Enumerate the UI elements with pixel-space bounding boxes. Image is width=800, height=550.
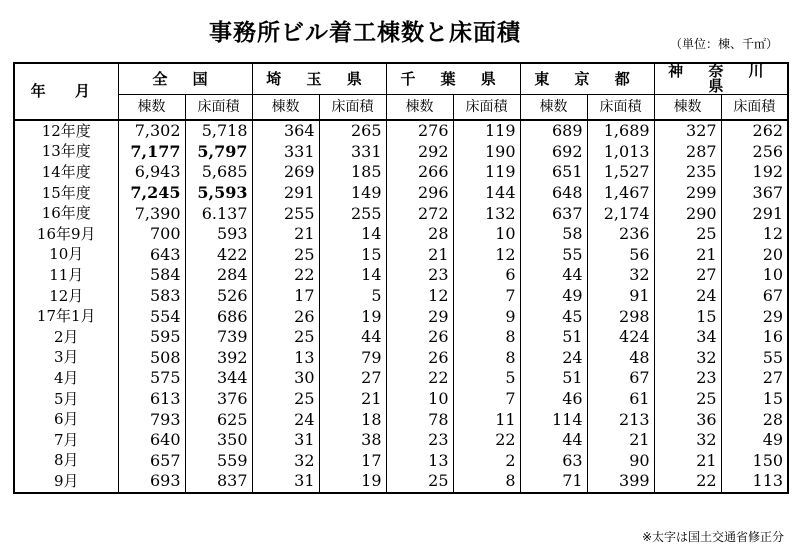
table-cell: 25	[252, 327, 319, 348]
table-cell: 29	[721, 306, 788, 327]
row-label: 12月	[14, 286, 118, 307]
table-cell: 26	[386, 348, 453, 369]
table-cell: 287	[654, 142, 721, 163]
table-cell: 5,593	[185, 183, 252, 204]
table-cell: 28	[721, 409, 788, 430]
table-cell: 648	[520, 183, 587, 204]
table-cell: 25	[386, 471, 453, 493]
table-cell: 17	[319, 451, 386, 472]
table-cell: 7	[453, 286, 520, 307]
table-cell: 2,174	[587, 203, 654, 224]
table-row	[14, 162, 788, 183]
table-cell: 686	[185, 306, 252, 327]
table-cell: 640	[118, 430, 185, 451]
table-cell: 48	[587, 348, 654, 369]
table-cell: 21	[654, 245, 721, 266]
table-cell: 18	[319, 409, 386, 430]
table-cell: 31	[252, 471, 319, 493]
table-cell: 657	[118, 451, 185, 472]
table-cell: 79	[319, 348, 386, 369]
table-cell: 284	[185, 265, 252, 286]
table-cell: 32	[252, 451, 319, 472]
table-cell: 266	[386, 162, 453, 183]
table-cell: 14	[319, 224, 386, 245]
row-label: 13年度	[14, 142, 118, 163]
table-cell: 651	[520, 162, 587, 183]
table-row	[14, 265, 788, 286]
table-cell: 21	[319, 389, 386, 410]
table-cell: 25	[654, 224, 721, 245]
table-cell: 5,718	[185, 120, 252, 142]
table-cell: 5,685	[185, 162, 252, 183]
table-row	[14, 203, 788, 224]
table-cell: 344	[185, 368, 252, 389]
table-cell: 119	[453, 162, 520, 183]
table-cell: 46	[520, 389, 587, 410]
year-month-header: 年 月	[14, 63, 118, 120]
table-cell: 55	[721, 348, 788, 369]
table-cell: 150	[721, 451, 788, 472]
table-cell: 526	[185, 286, 252, 307]
table-cell: 27	[319, 368, 386, 389]
table-cell: 49	[721, 430, 788, 451]
table-row	[14, 120, 788, 142]
table-cell: 424	[587, 327, 654, 348]
table-cell: 299	[654, 183, 721, 204]
table-cell: 643	[118, 245, 185, 266]
table-cell: 15	[319, 245, 386, 266]
table-cell: 8	[453, 471, 520, 493]
table-cell: 14	[319, 265, 386, 286]
table-row	[14, 389, 788, 410]
table-cell: 613	[118, 389, 185, 410]
table-cell: 45	[520, 306, 587, 327]
table-row	[14, 327, 788, 348]
table-cell: 16	[721, 327, 788, 348]
table-cell: 291	[721, 203, 788, 224]
table-cell: 291	[252, 183, 319, 204]
table-cell: 422	[185, 245, 252, 266]
count-header: 棟数	[386, 95, 453, 121]
table-cell: 190	[453, 142, 520, 163]
table-cell: 236	[587, 224, 654, 245]
page-title: 事務所ビル着工棟数と床面積	[209, 20, 521, 46]
row-label: 5月	[14, 389, 118, 410]
table-cell: 256	[721, 142, 788, 163]
row-label: 7月	[14, 430, 118, 451]
table-cell: 114	[520, 409, 587, 430]
table-cell: 739	[185, 327, 252, 348]
table-cell: 13	[252, 348, 319, 369]
table-cell: 399	[587, 471, 654, 493]
row-label: 16年度	[14, 203, 118, 224]
table-cell: 21	[587, 430, 654, 451]
table-cell: 593	[185, 224, 252, 245]
table-cell: 49	[520, 286, 587, 307]
table-cell: 689	[520, 120, 587, 142]
table-cell: 32	[654, 348, 721, 369]
row-label: 4月	[14, 368, 118, 389]
table-cell: 12	[453, 245, 520, 266]
count-header: 棟数	[520, 95, 587, 121]
table-cell: 262	[721, 120, 788, 142]
table-cell: 367	[721, 183, 788, 204]
table-cell: 10	[721, 265, 788, 286]
table-cell: 44	[520, 430, 587, 451]
table-cell: 625	[185, 409, 252, 430]
table-cell: 692	[520, 142, 587, 163]
table-cell: 213	[587, 409, 654, 430]
count-header: 棟数	[654, 95, 721, 121]
row-label: 8月	[14, 451, 118, 472]
table-cell: 13	[386, 451, 453, 472]
table-cell: 15	[721, 389, 788, 410]
table-cell: 38	[319, 430, 386, 451]
table-cell: 6	[453, 265, 520, 286]
table-cell: 91	[587, 286, 654, 307]
table-cell: 24	[520, 348, 587, 369]
table-cell: 67	[587, 368, 654, 389]
table-cell: 276	[386, 120, 453, 142]
table-cell: 559	[185, 451, 252, 472]
table-cell: 24	[654, 286, 721, 307]
table-cell: 7,177	[118, 142, 185, 163]
table-cell: 5	[453, 368, 520, 389]
area-header: 床面積	[587, 95, 654, 121]
row-label: 9月	[14, 471, 118, 493]
table-cell: 1,013	[587, 142, 654, 163]
table-cell: 24	[252, 409, 319, 430]
table-cell: 44	[319, 327, 386, 348]
table-cell: 1,467	[587, 183, 654, 204]
table-cell: 364	[252, 120, 319, 142]
table-cell: 376	[185, 389, 252, 410]
table-cell: 9	[453, 306, 520, 327]
table-cell: 17	[252, 286, 319, 307]
table-row	[14, 306, 788, 327]
table-cell: 185	[319, 162, 386, 183]
table-cell: 265	[319, 120, 386, 142]
table-cell: 21	[654, 451, 721, 472]
table-row	[14, 183, 788, 204]
table-cell: 554	[118, 306, 185, 327]
construction-table	[13, 62, 789, 494]
table-cell: 36	[654, 409, 721, 430]
table-cell: 8	[453, 327, 520, 348]
table-cell: 32	[587, 265, 654, 286]
table-row	[14, 142, 788, 163]
table-cell: 26	[252, 306, 319, 327]
table-cell: 6.137	[185, 203, 252, 224]
table-cell: 22	[453, 430, 520, 451]
table-cell: 15	[654, 306, 721, 327]
table-cell: 51	[520, 327, 587, 348]
table-cell: 290	[654, 203, 721, 224]
table-cell: 31	[252, 430, 319, 451]
table-cell: 269	[252, 162, 319, 183]
table-cell: 25	[654, 389, 721, 410]
table-cell: 78	[386, 409, 453, 430]
table-cell: 27	[721, 368, 788, 389]
table-cell: 11	[453, 409, 520, 430]
table-cell: 29	[386, 306, 453, 327]
table-cell: 44	[520, 265, 587, 286]
count-header: 棟数	[118, 95, 185, 121]
table-cell: 23	[654, 368, 721, 389]
table-cell: 6,943	[118, 162, 185, 183]
table-cell: 30	[252, 368, 319, 389]
unit-label: （単位：棟、千㎡）	[669, 37, 778, 51]
table-cell: 22	[654, 471, 721, 493]
row-label: 2月	[14, 327, 118, 348]
table-row	[14, 471, 788, 493]
table-cell: 7,390	[118, 203, 185, 224]
table-row	[14, 430, 788, 451]
table-cell: 595	[118, 327, 185, 348]
row-label: 15年度	[14, 183, 118, 204]
row-label: 14年度	[14, 162, 118, 183]
table-cell: 837	[185, 471, 252, 493]
table-cell: 1,527	[587, 162, 654, 183]
table-row	[14, 245, 788, 266]
table-cell: 58	[520, 224, 587, 245]
area-header: 床面積	[721, 95, 788, 121]
area-header: 床面積	[185, 95, 252, 121]
table-cell: 26	[386, 327, 453, 348]
table-row	[14, 368, 788, 389]
table-cell: 12	[721, 224, 788, 245]
table-cell: 23	[386, 430, 453, 451]
table-cell: 298	[587, 306, 654, 327]
table-cell: 7,302	[118, 120, 185, 142]
table-cell: 1,689	[587, 120, 654, 142]
table-cell: 5	[319, 286, 386, 307]
table-cell: 28	[386, 224, 453, 245]
table-cell: 700	[118, 224, 185, 245]
table-cell: 255	[319, 203, 386, 224]
table-cell: 22	[252, 265, 319, 286]
table-cell: 2	[453, 451, 520, 472]
region-header-national: 全 国	[118, 63, 252, 95]
table-cell: 144	[453, 183, 520, 204]
table-cell: 7	[453, 389, 520, 410]
table-cell: 21	[386, 245, 453, 266]
table-cell: 272	[386, 203, 453, 224]
table-cell: 508	[118, 348, 185, 369]
table-cell: 55	[520, 245, 587, 266]
region-header-tokyo: 東 京 都	[520, 63, 654, 95]
table-cell: 296	[386, 183, 453, 204]
table-cell: 25	[252, 245, 319, 266]
table-cell: 27	[654, 265, 721, 286]
table-cell: 10	[386, 389, 453, 410]
table-cell: 56	[587, 245, 654, 266]
table-cell: 255	[252, 203, 319, 224]
table-cell: 20	[721, 245, 788, 266]
table-cell: 583	[118, 286, 185, 307]
table-cell: 350	[185, 430, 252, 451]
area-header: 床面積	[453, 95, 520, 121]
row-label: 11月	[14, 265, 118, 286]
table-cell: 5,797	[185, 142, 252, 163]
table-cell: 51	[520, 368, 587, 389]
table-cell: 67	[721, 286, 788, 307]
region-header-saitama: 埼 玉 県	[252, 63, 386, 95]
table-cell: 22	[386, 368, 453, 389]
table-cell: 331	[319, 142, 386, 163]
table-cell: 10	[453, 224, 520, 245]
table-cell: 90	[587, 451, 654, 472]
table-cell: 32	[654, 430, 721, 451]
table-row	[14, 409, 788, 430]
row-label: 10月	[14, 245, 118, 266]
table-cell: 235	[654, 162, 721, 183]
area-header: 床面積	[319, 95, 386, 121]
table-cell: 793	[118, 409, 185, 430]
table-cell: 19	[319, 471, 386, 493]
table-cell: 61	[587, 389, 654, 410]
table-row	[14, 348, 788, 369]
region-header-chiba: 千 葉 県	[386, 63, 520, 95]
table-cell: 637	[520, 203, 587, 224]
table-cell: 25	[252, 389, 319, 410]
table-cell: 8	[453, 348, 520, 369]
table-cell: 7,245	[118, 183, 185, 204]
table-cell: 71	[520, 471, 587, 493]
table-cell: 119	[453, 120, 520, 142]
table-cell: 192	[721, 162, 788, 183]
count-header: 棟数	[252, 95, 319, 121]
table-cell: 331	[252, 142, 319, 163]
table-cell: 19	[319, 306, 386, 327]
region-header-kanagawa: 神 奈 川 県	[654, 63, 788, 95]
row-label: 3月	[14, 348, 118, 369]
row-label: 6月	[14, 409, 118, 430]
table-cell: 113	[721, 471, 788, 493]
table-cell: 292	[386, 142, 453, 163]
table-row	[14, 286, 788, 307]
table-cell: 149	[319, 183, 386, 204]
row-label: 12年度	[14, 120, 118, 142]
table-cell: 12	[386, 286, 453, 307]
row-label: 16年9月	[14, 224, 118, 245]
table-cell: 34	[654, 327, 721, 348]
table-cell: 132	[453, 203, 520, 224]
table-row	[14, 451, 788, 472]
table-cell: 327	[654, 120, 721, 142]
row-label: 17年1月	[14, 306, 118, 327]
table-row	[14, 224, 788, 245]
table-cell: 23	[386, 265, 453, 286]
table-cell: 392	[185, 348, 252, 369]
table-cell: 21	[252, 224, 319, 245]
table-cell: 693	[118, 471, 185, 493]
table-cell: 63	[520, 451, 587, 472]
table-cell: 575	[118, 368, 185, 389]
table-cell: 584	[118, 265, 185, 286]
footnote: ※太字は国土交通省修正分	[641, 530, 784, 544]
